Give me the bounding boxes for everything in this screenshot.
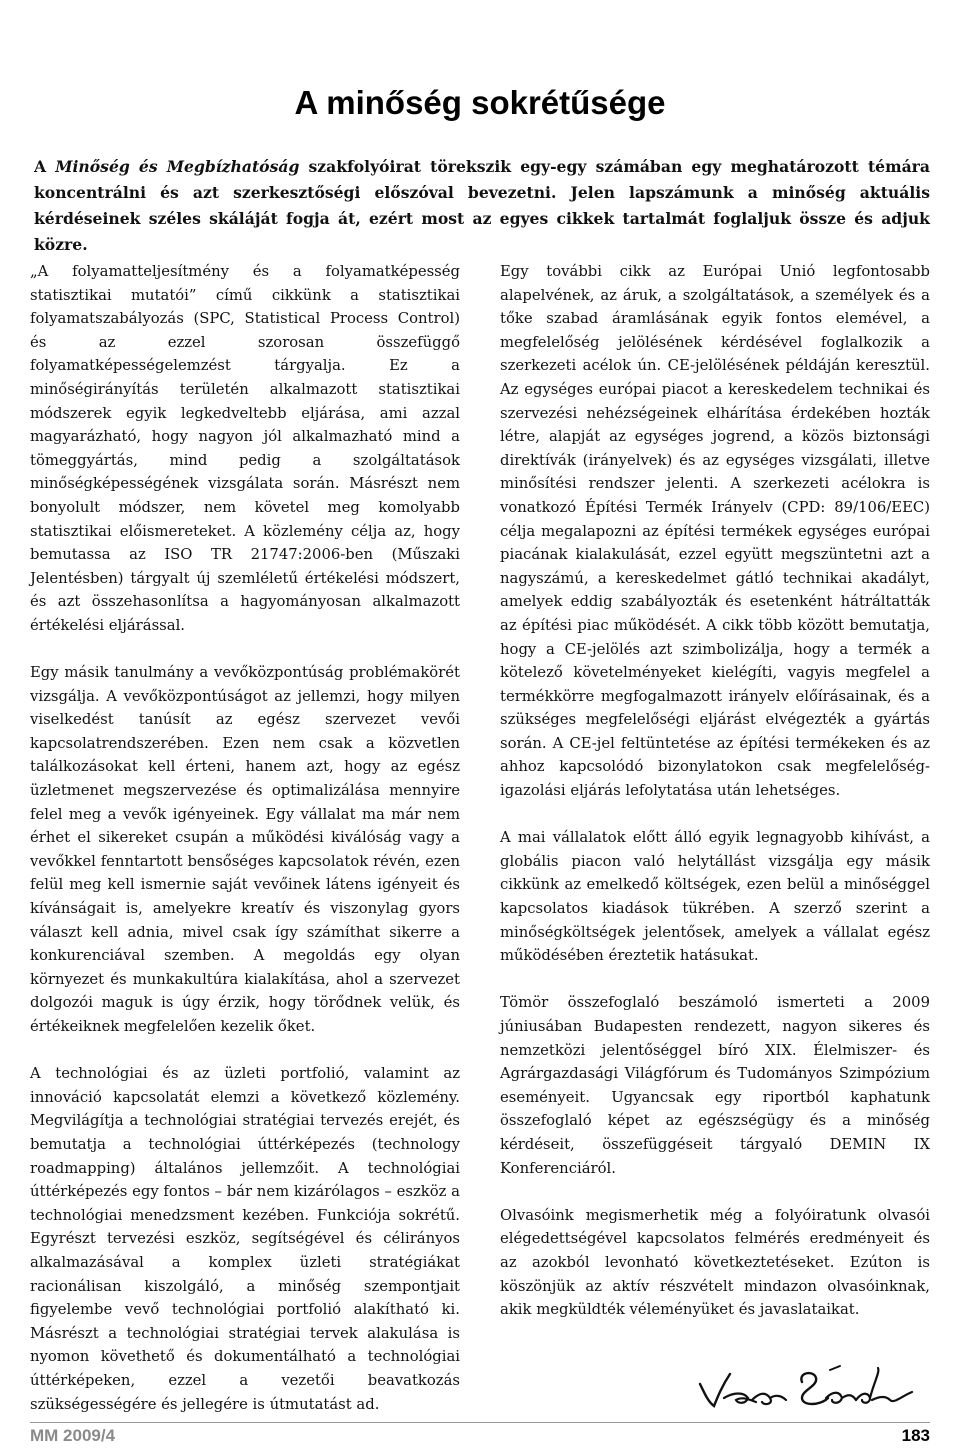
signature-image [690, 1362, 920, 1414]
right-column [500, 260, 930, 1345]
issue-label: MM 2009/4 [30, 1426, 116, 1445]
footer-divider [30, 1422, 930, 1423]
right-paragraph-4: Olvasóink megismerhetik még a folyóiratunk olvasói elégedettségével kapcsolatos felmérés eredményeit és az azokból levonható következtetéseket. Ezúton is köszönjük az aktív részvételt mindazon olvasóinknak, akik megküldték véleményüket és javaslataikat. [500, 1206, 930, 1319]
lead-prefix: A [34, 157, 56, 176]
lead-text: szakfolyóirat törekszik egy-egy számában egy meghatározott témára koncentrálni és azt szerkesztőségi előszóval bevezetni. Jelen lapszámunk a minőség aktuális kérdéseinek széles skáláját fogja át, ezért most az egyes cikkek tartalmát foglaljuk össze és adjuk közre. [34, 157, 931, 254]
left-paragraph-1: „A folyamatteljesítmény és a folyamatképesség statisztikai mutatói” című cikkünk a statisztikai folyamatszabályozás (SPC, Statistical Process Control) és az ezzel szorosan összefüggő folyamatképességelemzést tárgyalja. Ez a minőségirányítás területén alkalmazott statisztikai módszerek egyik legkedveltebb eljárása, ami azzal magyarázható, hogy nagyon jól alkalmazható mind a tömeggyártás, mind pedig a szolgáltatások minőségképességének vizsgálata során. Másrészt nem bonyolult módszer, nem követel meg komolyabb statisztikai előismereteket. A közlemény célja az, hogy bemutassa az ISO TR 21747:2006-ben (Műszaki Jelentésben) tárgyalt új szemléletű értékelési módszert, és azt összehasonlítsa a hagyományosan alkalmazott értékelési eljárással. [30, 263, 460, 634]
article-title: A minőség sokrétűsége [294, 84, 666, 121]
lead-paragraph [34, 154, 930, 258]
journal-name: Minőség és Megbízhatóság [55, 157, 300, 176]
page-number: 183 [901, 1426, 930, 1445]
right-paragraph-3: Tömör összefoglaló beszámoló ismerteti a 2009 júniusában Budapesten rendezett, nagyon sikeres és nemzetközi jelentőséggel bíró XIX. Élelmiszer- és Agrárgazdasági Világfórum és Tudományos Szimpózium eseményeit. Ugyancsak egy riportból kaphatunk összefoglaló képet az egészségügy és a minőség kérdéseit, összefüggéseit tárgyaló DEMIN IX Konferenciáról. [500, 994, 930, 1177]
left-paragraph-2: Egy másik tanulmány a vevőközpontúság problémakörét vizsgálja. A vevőközpontúságot az jellemzi, hogy milyen viselkedést tanúsít az egész szervezet vevői kapcsolatrendszerében. Ezen nem csak a közvetlen találkozásokat kell érteni, hanem azt, hogy az egész üzletmenet megszervezése és optimalizálása mennyire felel meg a vevők igényeinek. Egy vállalat ma már nem érhet el sikereket csupán a működési kiválóság vagy a vevőkkel fenntartott bensőséges kapcsolatok révén, ezen felül meg kell ismernie saját vevőinek látens igényeit és kívánságait is, amelyekre kreatív és viszonylag gyors választ kell adnia, mivel csak így számíthat sikerre a konkurenciával szemben. A megoldás egy olyan környezet és munkakultúra kialakítása, ahol a szervezet dolgozói maguk is úgy érzik, hogy törődnek velük, és értékeiknek megfelelően kezelik őket. [30, 664, 460, 1035]
right-paragraph-2: A mai vállalatok előtt álló egyik legnagyobb kihívást, a globális piacon való helytállást vizsgálja egy másik cikkünk az emelkedő költségek, ezen belül a minőséggel kapcsolatos kiadások tükrében. A szerző szerint a minőségköltségek jelentősek, amelyek a vállalat egész működésében éreztetik hatásukat. [500, 829, 930, 965]
right-paragraph-1: Egy további cikk az Európai Unió legfontosabb alapelvének, az áruk, a szolgáltatások, a személyek és a tőke szabad áramlásának egyik fontos elemével, a megfelelőség jelölésének kérdésével foglalkozik a szerkezeti acélok ún. CE-jelölésének példáján keresztül. Az egységes európai piacot a kereskedelem technikai és szervezési nehézségeinek elhárítása érdekében hozták létre, alapját az egységes jogrend, a közös biztonsági direktívák (irányelvek) és az egységes vizsgálati, illetve minősítési rendszer jelenti. A szerkezeti acélokra is vonatkozó Építési Termék Irányelv (CPD: 89/106/EEC) célja megalapozni az építési termékek egységes európai piacának kialakulását, ezzel együtt megszüntetni azt a nagyszámú, a kereskedelmet gátló technikai akadályt, amelyek eddig szabályozták és esetenként hátráltatták az építési piac működését. A cikk több között bemutatja, hogy a CE-jelölés azt szimbolizálja, hogy a termék a kötelező követelményeket kielégíti, vagyis megfelel a termékkörre megfogalmazott irányelv előírásainak, és a szükséges megfelelőségi eljárást elvégezték a gyártás során. A CE-jel feltüntetése az építési termékeken és az ahhoz kapcsolódó bizonylatokon csak megfelelőség-igazolási eljárás lefolytatása után lehetséges. [500, 263, 930, 800]
left-paragraph-3: A technológiai és az üzleti portfolió, valamint az innováció kapcsolatát elemzi a következő közlemény. Megvilágítja a technológiai stratégiai tervezés erejét, és bemutatja a technológiai úttérképezés (technology roadmapping) általános jellemzőit. A technológiai úttérképezés egy fontos – bár nem kizárólagos – eszköz a technológiai menedzsment kezében. Funkciója sokrétű. Egyrészt tervezési eszköz, segítségével és célirányos alkalmazásával a komplex üzleti stratégiákat racionálisan kiszolgáló, a minőség szempontjait figyelembe vevő technológiai portfolió alakítható ki. Másrészt a technológiai stratégiai tervek alakulása is nyomon követhető és dokumentálható a technológiai úttérképeken, ezzel a vezetői beavatkozás szükségességére és jellegére is útmutatást ad. [30, 1065, 460, 1413]
left-column [30, 260, 460, 1440]
